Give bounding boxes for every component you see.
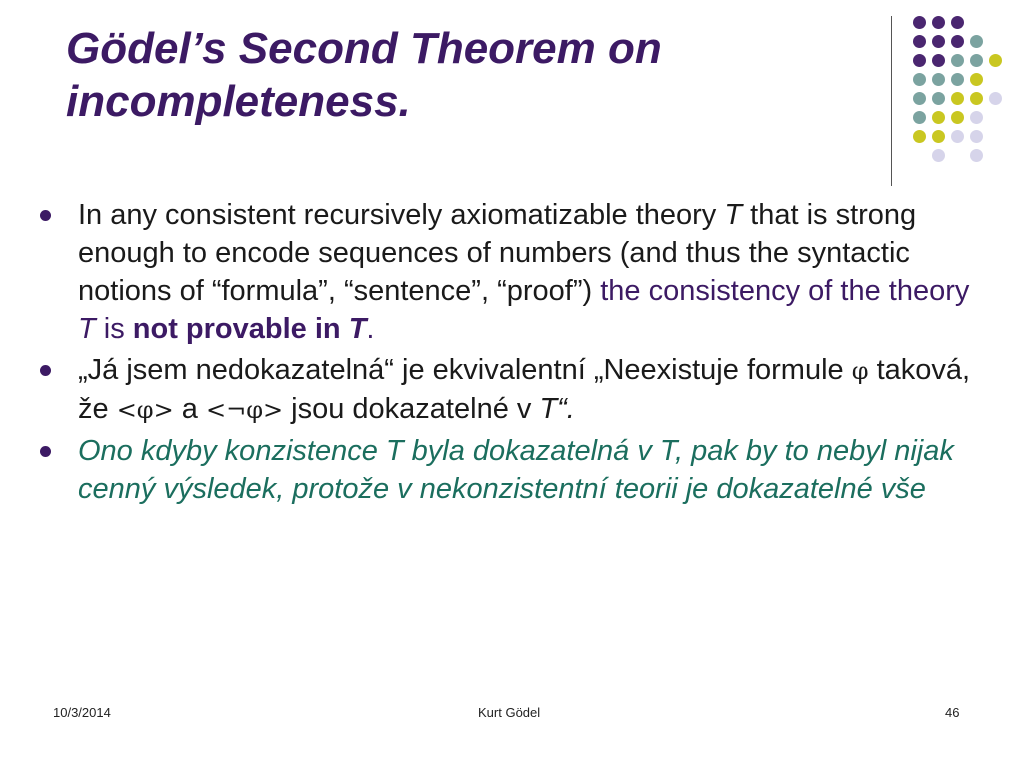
bullet-text: T [724,199,743,231]
decorative-dot [951,130,964,143]
decorative-dot [951,54,964,67]
decorative-dot [913,35,926,48]
decorative-dot [932,111,945,124]
bullet-text: a [173,393,206,425]
bullet-text: T“. [539,393,575,425]
phi-symbol: <¬φ> [205,396,284,424]
decorative-dot [913,92,926,105]
decorative-dot [932,54,945,67]
phi-symbol: <φ> [116,396,174,424]
bullet-highlight-text: . [366,313,375,345]
decorative-dot [989,92,1002,105]
bullet-text: Ono kdyby konzistence T byla dokazatelná v T, pak by to nebyl nijak cenný výsledek, protože v nekonzistentní teorii je dokazatelné vše [78,435,954,505]
bullet-item [40,432,980,508]
decorative-dot [932,16,945,29]
decorative-dot [951,16,964,29]
decorative-dot [951,35,964,48]
decorative-dot [970,130,983,143]
decorative-dot [951,92,964,105]
bullet-text: taková, že [78,354,971,425]
decorative-dot [913,111,926,124]
bullet-highlight-text: the consistency of the theory [600,275,970,307]
decorative-dot [970,111,983,124]
bullet-list [40,196,980,511]
bullet-text: that is strong enough to encode sequences of numbers (and thus the syntactic notions of “formula”, “sentence”, “proof”) [78,199,917,307]
decorative-dot [932,35,945,48]
decorative-dot [970,35,983,48]
bullet-text: „Já jsem nedokazatelná“ je ekvivalentní „Neexistuje formule [78,354,852,386]
decorative-dot [932,149,945,162]
bullet-text: In any consistent recursively axiomatizable theory [78,199,725,231]
decorative-dot [913,16,926,29]
bullet-icon [40,446,51,457]
slide-number: 46 [945,705,960,720]
bullet-item [40,351,980,429]
decorative-dot [932,130,945,143]
decorative-dot-grid [0,0,1024,200]
decorative-dot [913,130,926,143]
decorative-dot [989,54,1002,67]
decorative-dot [913,54,926,67]
bullet-highlight-text: not provable in [132,313,349,345]
decorative-dot [970,149,983,162]
decorative-dot [951,73,964,86]
decorative-dot [913,73,926,86]
bullet-highlight-text: is [95,313,133,345]
bullet-highlight-text: T [348,313,367,345]
decorative-dot [932,73,945,86]
bullet-text: jsou dokazatelné v [283,393,540,425]
decorative-dot [932,92,945,105]
bullet-highlight-text: T [78,313,96,345]
bullet-icon [40,210,51,221]
decorative-dot [951,111,964,124]
decorative-dot [970,92,983,105]
decorative-dot [970,54,983,67]
decorative-dot [970,73,983,86]
phi-symbol: φ [851,357,869,385]
bullet-item [40,196,980,348]
footer-date: 10/3/2014 [53,705,111,720]
slide-title: Gödel’s Second Theorem on incompleteness. [66,24,662,126]
footer-title: Kurt Gödel [478,705,541,720]
bullet-icon [40,365,51,376]
